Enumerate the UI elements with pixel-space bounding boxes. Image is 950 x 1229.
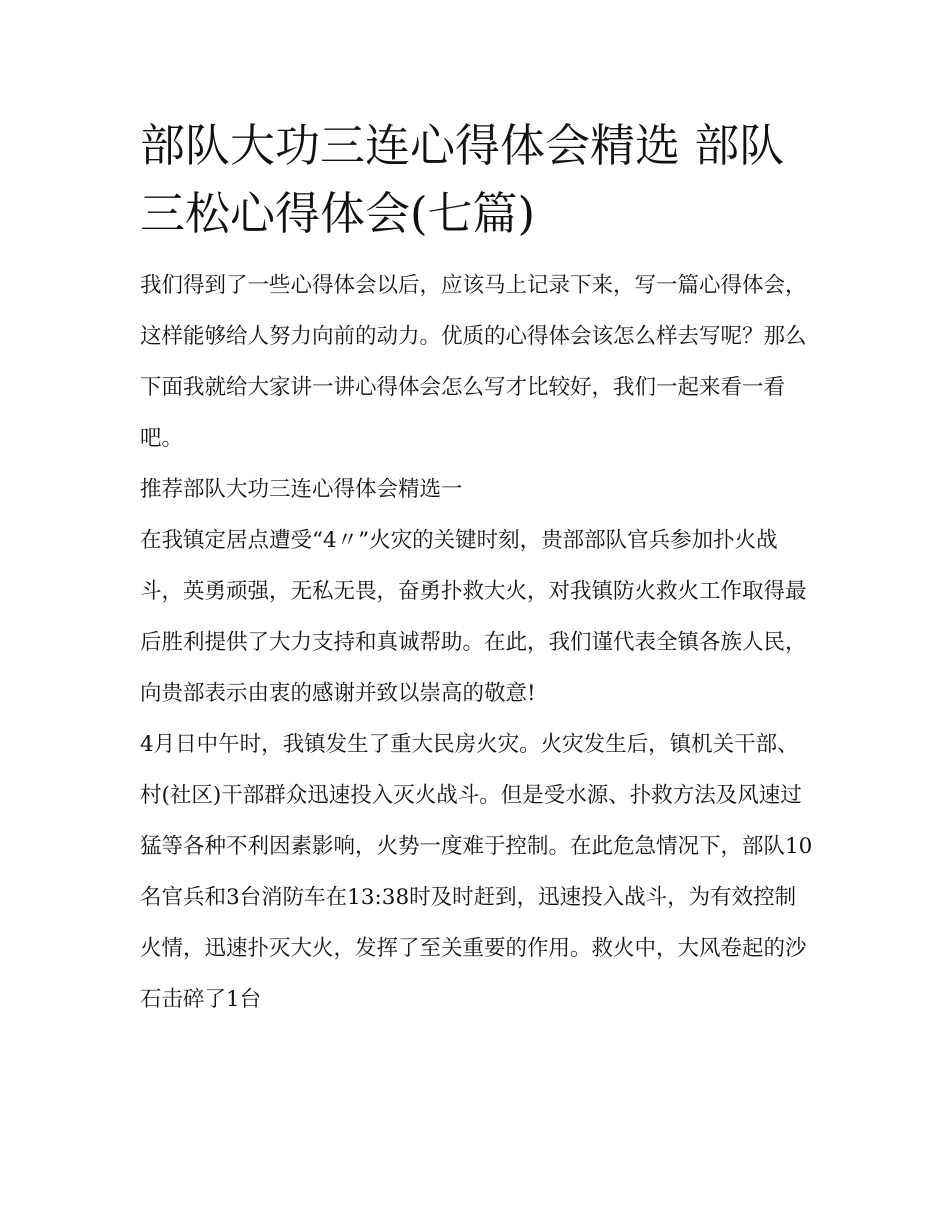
document-title: 部队大功三连心得体会精选 部队三松心得体会(七篇) [140, 119, 785, 240]
body-paragraph: 在我镇定居点遭受“4〃”火灾的关键时刻，贵部部队官兵参加扑火战斗，英勇顽强，无私无畏，奋勇扑救大火，对我镇防火救火工作取得最后胜利提供了大力支持和真诚帮助。在此，我们谨代表全镇各族人民，向贵部表示由衷的感谢并致以崇高的敬意! [140, 528, 807, 706]
intro-paragraph: 我们得到了一些心得体会以后，应该马上记录下来，写一篇心得体会，这样能够给人努力向前的动力。优质的心得体会该怎么样去写呢？那么下面我就给大家讲一讲心得体会怎么写才比较好，我们一起来看一看吧。 [140, 273, 807, 451]
document-body [140, 112, 815, 1025]
body-paragraph: 4月日中午时，我镇发生了重大民房火灾。火灾发生后，镇机关干部、村(社区)干部群众迅速投入灭火战斗。但是受水源、扑救方法及风速过猛等各种不利因素影响，火势一度难于控制。在此危急情况下，部队10名官兵和3台消防车在13:38时及时赶到，迅速投入战斗，为有效控制火情，迅速扑灭大火，发挥了至关重要的作用。救火中，大风卷起的沙石击碎了1台 [140, 732, 813, 1012]
section-heading: 推荐部队大功三连心得体会精选一 [140, 477, 463, 502]
